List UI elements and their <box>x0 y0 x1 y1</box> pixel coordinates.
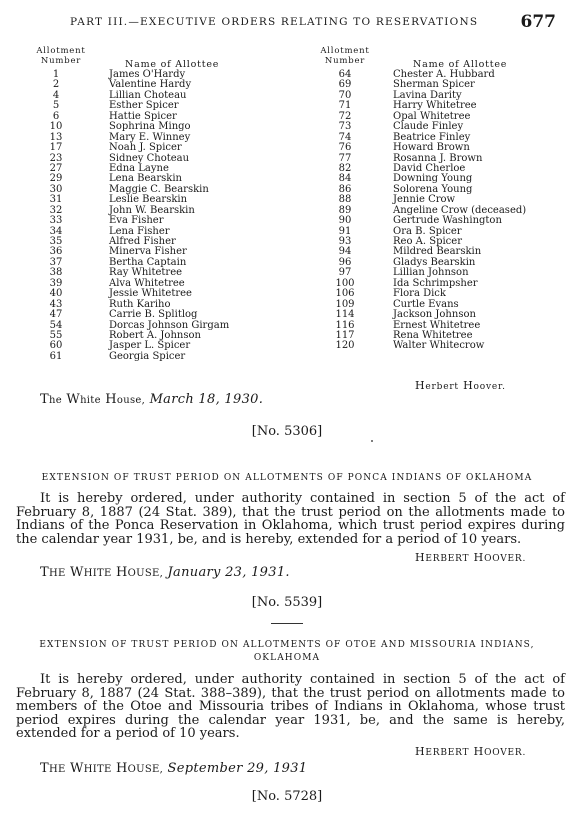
dateline-order-1: The White House, March 18, 1930. <box>40 392 264 407</box>
running-head <box>0 12 574 32</box>
allotment-number: 33 <box>49 215 63 227</box>
allottee-name: Lena Fisher <box>109 225 170 237</box>
allotment-number: 117 <box>335 329 355 341</box>
allotment-number: 120 <box>335 340 355 352</box>
allotment-number: 23 <box>49 152 63 164</box>
allotment-number: 27 <box>49 162 63 174</box>
allotment-number: 90 <box>338 215 352 227</box>
allottee-name: Mary E. Winney <box>109 131 191 143</box>
dateline-order-2: THE WHITE HOUSE, January 23, 1931. <box>40 565 290 580</box>
allottee-name: Edna Layne <box>109 162 169 174</box>
number-heading-line2: Number <box>324 56 366 66</box>
allotment-number: 2 <box>52 79 60 91</box>
allotment-row <box>38 143 288 153</box>
allottee-name: Angeline Crow (deceased) <box>393 204 527 216</box>
running-head-title: PART III.—EXECUTIVE ORDERS RELATING TO RESERVATIONS <box>70 16 479 28</box>
allotment-number: 5 <box>52 100 60 112</box>
allottee-name: Walter Whitecrow <box>393 340 485 352</box>
allottee-name: Sophrina Mingo <box>109 121 191 133</box>
allotment-row <box>38 216 288 226</box>
left-name-heading: Name of Allottee <box>125 59 220 70</box>
allottee-name: Curtle Evans <box>393 298 459 310</box>
order-3-body: It is hereby ordered, under authority contained in section 5 of the act of February 8, 1887 (24 Stat. 388–389), that the trust period on allotments made to members of the Otoe and Missouria tribes of Indians in Oklahoma, whose trust period expires during the calendar year 1931, be, and the same is hereby, extended for a period of 10 years. <box>16 672 565 741</box>
dateline-order-3: THE WHITE HOUSE, September 29, 1931 <box>40 761 308 776</box>
allottee-name: Gertrude Washington <box>393 215 502 227</box>
allotment-number: 91 <box>338 225 352 237</box>
allotment-number: 43 <box>49 298 63 310</box>
signature-order-2: HERBERT HOOVER. <box>415 551 527 564</box>
allotment-number: 54 <box>49 319 63 331</box>
allotment-number: 1 <box>52 69 60 80</box>
allottee-name: Ernest Whitetree <box>393 319 481 331</box>
allottee-name: Jackson Johnson <box>393 309 476 321</box>
allotment-number: 17 <box>49 142 63 154</box>
allottee-name: Lavina Darity <box>393 89 462 101</box>
allottee-name: Ray Whitetree <box>109 267 183 279</box>
allotment-number: 61 <box>49 350 63 362</box>
allotment-row <box>38 310 288 320</box>
allotment-number: 6 <box>52 110 60 122</box>
allottee-name: Robert A. Johnson <box>109 329 201 341</box>
signature-order-3: HERBERT HOOVER. <box>415 745 527 758</box>
allottee-name: Maggie C. Bearskin <box>109 183 209 195</box>
allotment-number: 97 <box>338 267 352 279</box>
allottee-name: Jessie Whitetree <box>109 288 192 300</box>
doc-number-5539: [No. 5539] <box>251 595 323 610</box>
allotment-number: 34 <box>49 225 63 237</box>
allotment-number: 47 <box>49 309 63 321</box>
allotment-number: 72 <box>338 110 352 122</box>
allottee-name: Sherman Spicer <box>393 79 475 91</box>
allotment-number: 32 <box>49 204 63 216</box>
signature-order-1: Herbert Hoover. <box>415 379 506 392</box>
allotment-number: 29 <box>49 173 63 185</box>
allotment-number: 96 <box>338 256 352 268</box>
allotment-number: 74 <box>338 131 352 143</box>
allotment-number: 31 <box>49 194 63 206</box>
allottee-name: Ruth Kariho <box>109 298 171 310</box>
allotment-number: 86 <box>338 183 352 195</box>
allottee-name: Reo A. Spicer <box>393 236 462 247</box>
allottee-name: Eva Fisher <box>109 215 164 227</box>
allotment-row <box>327 216 567 226</box>
allotment-number: 71 <box>338 100 352 112</box>
allottee-name: Dorcas Johnson Girgam <box>109 319 230 331</box>
allotment-number: 89 <box>338 204 352 216</box>
allotment-number: 64 <box>338 69 352 80</box>
allottee-name: Gladys Bearskin <box>393 256 476 268</box>
allotment-number: 100 <box>335 277 355 289</box>
allottee-name: Lillian Johnson <box>393 267 469 279</box>
allotment-number: 94 <box>338 246 352 258</box>
allotment-number: 84 <box>338 173 352 185</box>
allottee-name: Chester A. Hubbard <box>393 69 495 80</box>
allotment-row <box>327 279 567 289</box>
allotment-number: 30 <box>49 183 63 195</box>
allottee-name: Bertha Captain <box>109 256 187 268</box>
left-number-heading <box>28 46 94 66</box>
allotment-number: 38 <box>49 267 63 279</box>
allottee-name: Beatrice Finley <box>393 131 471 143</box>
allotment-number: 88 <box>338 194 352 206</box>
allottee-name: Mildred Bearskin <box>393 246 482 258</box>
allotment-number: 93 <box>338 236 352 247</box>
allottee-name: Minerva Fisher <box>109 246 187 258</box>
allotment-row <box>327 310 567 320</box>
allottee-name: Alfred Fisher <box>109 236 176 247</box>
allottee-name: John W. Bearskin <box>109 204 195 216</box>
allottee-name: Claude Finley <box>393 121 464 133</box>
allottee-name: Leslie Bearskin <box>109 194 188 206</box>
allotment-number: 76 <box>338 142 352 154</box>
allottee-name: Rena Whitetree <box>393 329 473 341</box>
allotment-number: 13 <box>49 131 63 143</box>
number-heading-line1: Allotment <box>320 46 370 56</box>
order-1-date: March 18, 1930. <box>149 392 264 407</box>
number-heading-line2: Number <box>40 56 82 66</box>
allottee-name: Rosanna J. Brown <box>393 152 483 164</box>
allotment-number: 39 <box>49 277 63 289</box>
allotment-number: 106 <box>335 288 355 300</box>
order-2-date: January 23, 1931. <box>167 565 290 580</box>
allottee-name: Ida Schrimpsher <box>393 277 478 289</box>
allottee-name: Noah J. Spicer <box>109 142 182 154</box>
allotment-number: 36 <box>49 246 63 258</box>
doc-number-5306: [No. 5306] <box>251 424 323 439</box>
allotment-number: 4 <box>52 89 60 101</box>
allottee-name: Esther Spicer <box>109 100 179 112</box>
allotment-number: 55 <box>49 329 63 341</box>
allotment-number: 35 <box>49 236 63 247</box>
order-2-body: It is hereby ordered, under authority contained in section 5 of the act of February 8, 1887 (24 Stat. 389), that the trust period on the allotments made to Indians of the Ponca Reservation in Oklahoma, which trust period expires during the calendar year 1931, be, and is hereby, extended for a period of 10 years. <box>16 491 565 547</box>
right-number-heading <box>312 46 378 66</box>
allotment-number: 82 <box>338 162 352 174</box>
allotment-number: 69 <box>338 79 352 91</box>
allottee-name: Harry Whitetree <box>393 100 477 112</box>
allottee-name: Howard Brown <box>393 142 470 154</box>
allottee-name: Valentine Hardy <box>109 79 192 91</box>
heading-ponca: EXTENSION OF TRUST PERIOD ON ALLOTMENTS OF PONCA INDIANS OF OKLAHOMA <box>41 473 533 483</box>
order-3-date: September 29, 1931 <box>167 761 308 776</box>
right-name-heading: Name of Allottee <box>413 59 508 70</box>
allottee-name: Georgia Spicer <box>109 350 186 362</box>
allotment-list-right <box>327 70 567 352</box>
allottee-name: Downing Young <box>393 173 473 185</box>
allottee-name: Flora Dick <box>393 288 446 300</box>
allotment-number: 116 <box>335 319 355 331</box>
heading-otoe-missouria: EXTENSION OF TRUST PERIOD ON ALLOTMENTS OF OTOE AND MISSOURIA INDIANS, OKLAHOMA <box>39 640 535 663</box>
allottee-name: Jennie Crow <box>393 194 456 206</box>
allotment-number: 60 <box>49 340 63 352</box>
allotment-row <box>327 143 567 153</box>
allotment-number: 114 <box>335 309 355 321</box>
allottee-name: Ora B. Spicer <box>393 225 462 237</box>
doc-number-5728: [No. 5728] <box>251 789 323 804</box>
allotment-number: 10 <box>49 121 63 133</box>
allotment-row <box>327 341 567 351</box>
allotment-list-left <box>38 70 288 362</box>
allottee-name: Opal Whitetree <box>393 110 471 122</box>
allotment-number: 109 <box>335 298 355 310</box>
allottee-name: Carrie B. Splitlog <box>109 309 198 321</box>
allottee-name: Jasper L. Spicer <box>109 340 191 352</box>
allottee-name: Sidney Choteau <box>109 152 190 164</box>
center-dot-mark <box>371 440 373 442</box>
allotment-number: 77 <box>338 152 352 164</box>
allottee-name: David Cherloe <box>393 162 466 174</box>
allotment-number: 70 <box>338 89 352 101</box>
allotment-number: 73 <box>338 121 352 133</box>
allotment-number: 40 <box>49 288 63 300</box>
allottee-name: James O'Hardy <box>109 69 186 80</box>
allotment-row <box>38 352 288 362</box>
allottee-name: Alva Whitetree <box>109 277 185 289</box>
allottee-name: Solorena Young <box>393 183 473 195</box>
page-number: 677 <box>520 12 556 32</box>
allottee-name: Hattie Spicer <box>109 110 177 122</box>
allottee-name: Lillian Choteau <box>109 89 187 101</box>
allotment-number: 37 <box>49 256 63 268</box>
separator-rule-1 <box>271 623 303 624</box>
allottee-name: Lena Bearskin <box>109 173 182 185</box>
number-heading-line1: Allotment <box>36 46 86 56</box>
